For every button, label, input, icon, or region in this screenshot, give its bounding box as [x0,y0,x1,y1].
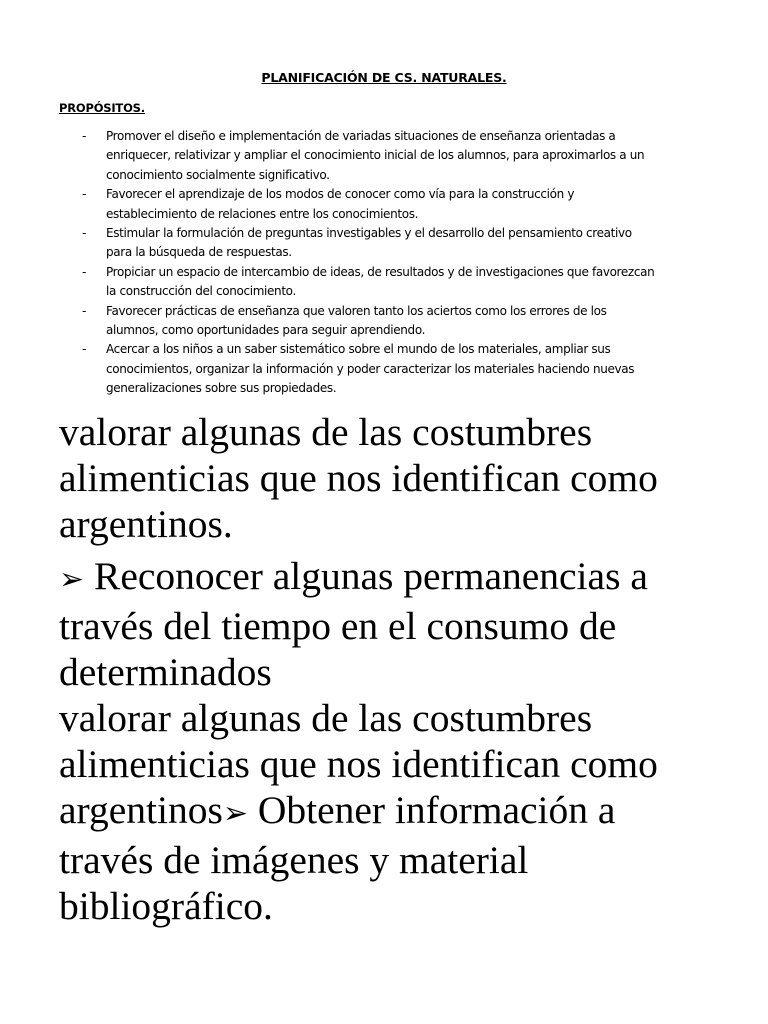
dash-bullet-icon: - [82,342,86,357]
purpose-item [78,340,718,398]
purpose-line: Acercar a los niños a un saber sistemático sobre el mundo de los materiales, ampliar sus [106,342,611,357]
overlay-line: valorar algunas de las costumbres [59,696,593,740]
purpose-item [78,263,718,302]
purpose-line: Favorecer prácticas de enseñanza que valoren tanto los aciertos como los errores de los [106,303,607,318]
purpose-item [78,302,718,341]
overlay-line [59,787,739,837]
purpose-line: Promover el diseño e implementación de variadas situaciones de enseñanza orientadas a [106,129,616,143]
overlay-line-text: Reconocer algunas permanencias a [84,554,648,598]
purpose-item [78,127,718,185]
dash-bullet-icon: - [82,187,86,202]
overlay-line: través de imágenes y material [59,838,529,882]
purpose-line: alumnos, como oportunidades para seguir aprendiendo. [106,323,426,338]
purpose-line: conocimiento socialmente significativo. [106,167,330,182]
overlay-line: argentinos. [59,502,233,546]
overlay-line: determinados [59,650,272,694]
arrow-bullet-icon: ➢ [59,562,85,597]
page-title: PLANIFICACIÓN DE CS. NATURALES. [261,70,507,85]
dash-bullet-icon: - [82,129,86,143]
purpose-line: la construcción del conocimiento. [106,284,296,299]
overlay-line: través del tiempo en el consumo de [59,604,617,648]
overlay-text-block-1 [59,409,739,547]
dash-bullet-icon: - [82,226,86,241]
section-heading-propositos: PROPÓSITOS. [59,101,145,115]
dash-bullet-icon: - [82,303,86,318]
overlay-line [59,553,739,603]
purpose-line: establecimiento de relaciones entre los conocimientos. [106,206,419,221]
purpose-item [78,224,718,263]
overlay-line-text: argentinos [59,788,223,832]
purpose-line: para la búsqueda de respuestas. [106,245,292,260]
purpose-line: conocimientos, organizar la información y poder caracterizar los materiales haciendo nuevas [106,361,635,376]
overlay-line-text: Obtener información a [247,788,616,832]
overlay-text-block-2 [59,553,739,929]
purposes-list [78,127,718,399]
overlay-line: bibliográfico. [59,884,273,928]
purpose-line: Favorecer el aprendizaje de los modos de conocer como vía para la construcción y [106,187,575,202]
overlay-line: alimenticias que nos identifican como [59,742,658,786]
purpose-item [78,185,718,224]
purpose-line: generalizaciones sobre sus propiedades. [106,381,337,396]
purpose-line: Propiciar un espacio de intercambio de ideas, de resultados y de investigaciones que favorezcan [106,264,655,279]
arrow-bullet-icon: ➢ [222,796,248,831]
purpose-line: Estimular la formulación de preguntas investigables y el desarrollo del pensamiento creativo [106,226,632,241]
overlay-line: alimenticias que nos identifican como [59,456,658,500]
dash-bullet-icon: - [82,264,86,279]
purpose-line: enriquecer, relativizar y ampliar el conocimiento inicial de los alumnos, para aproximarlos a un [106,148,645,163]
overlay-line: valorar algunas de las costumbres [59,410,593,454]
